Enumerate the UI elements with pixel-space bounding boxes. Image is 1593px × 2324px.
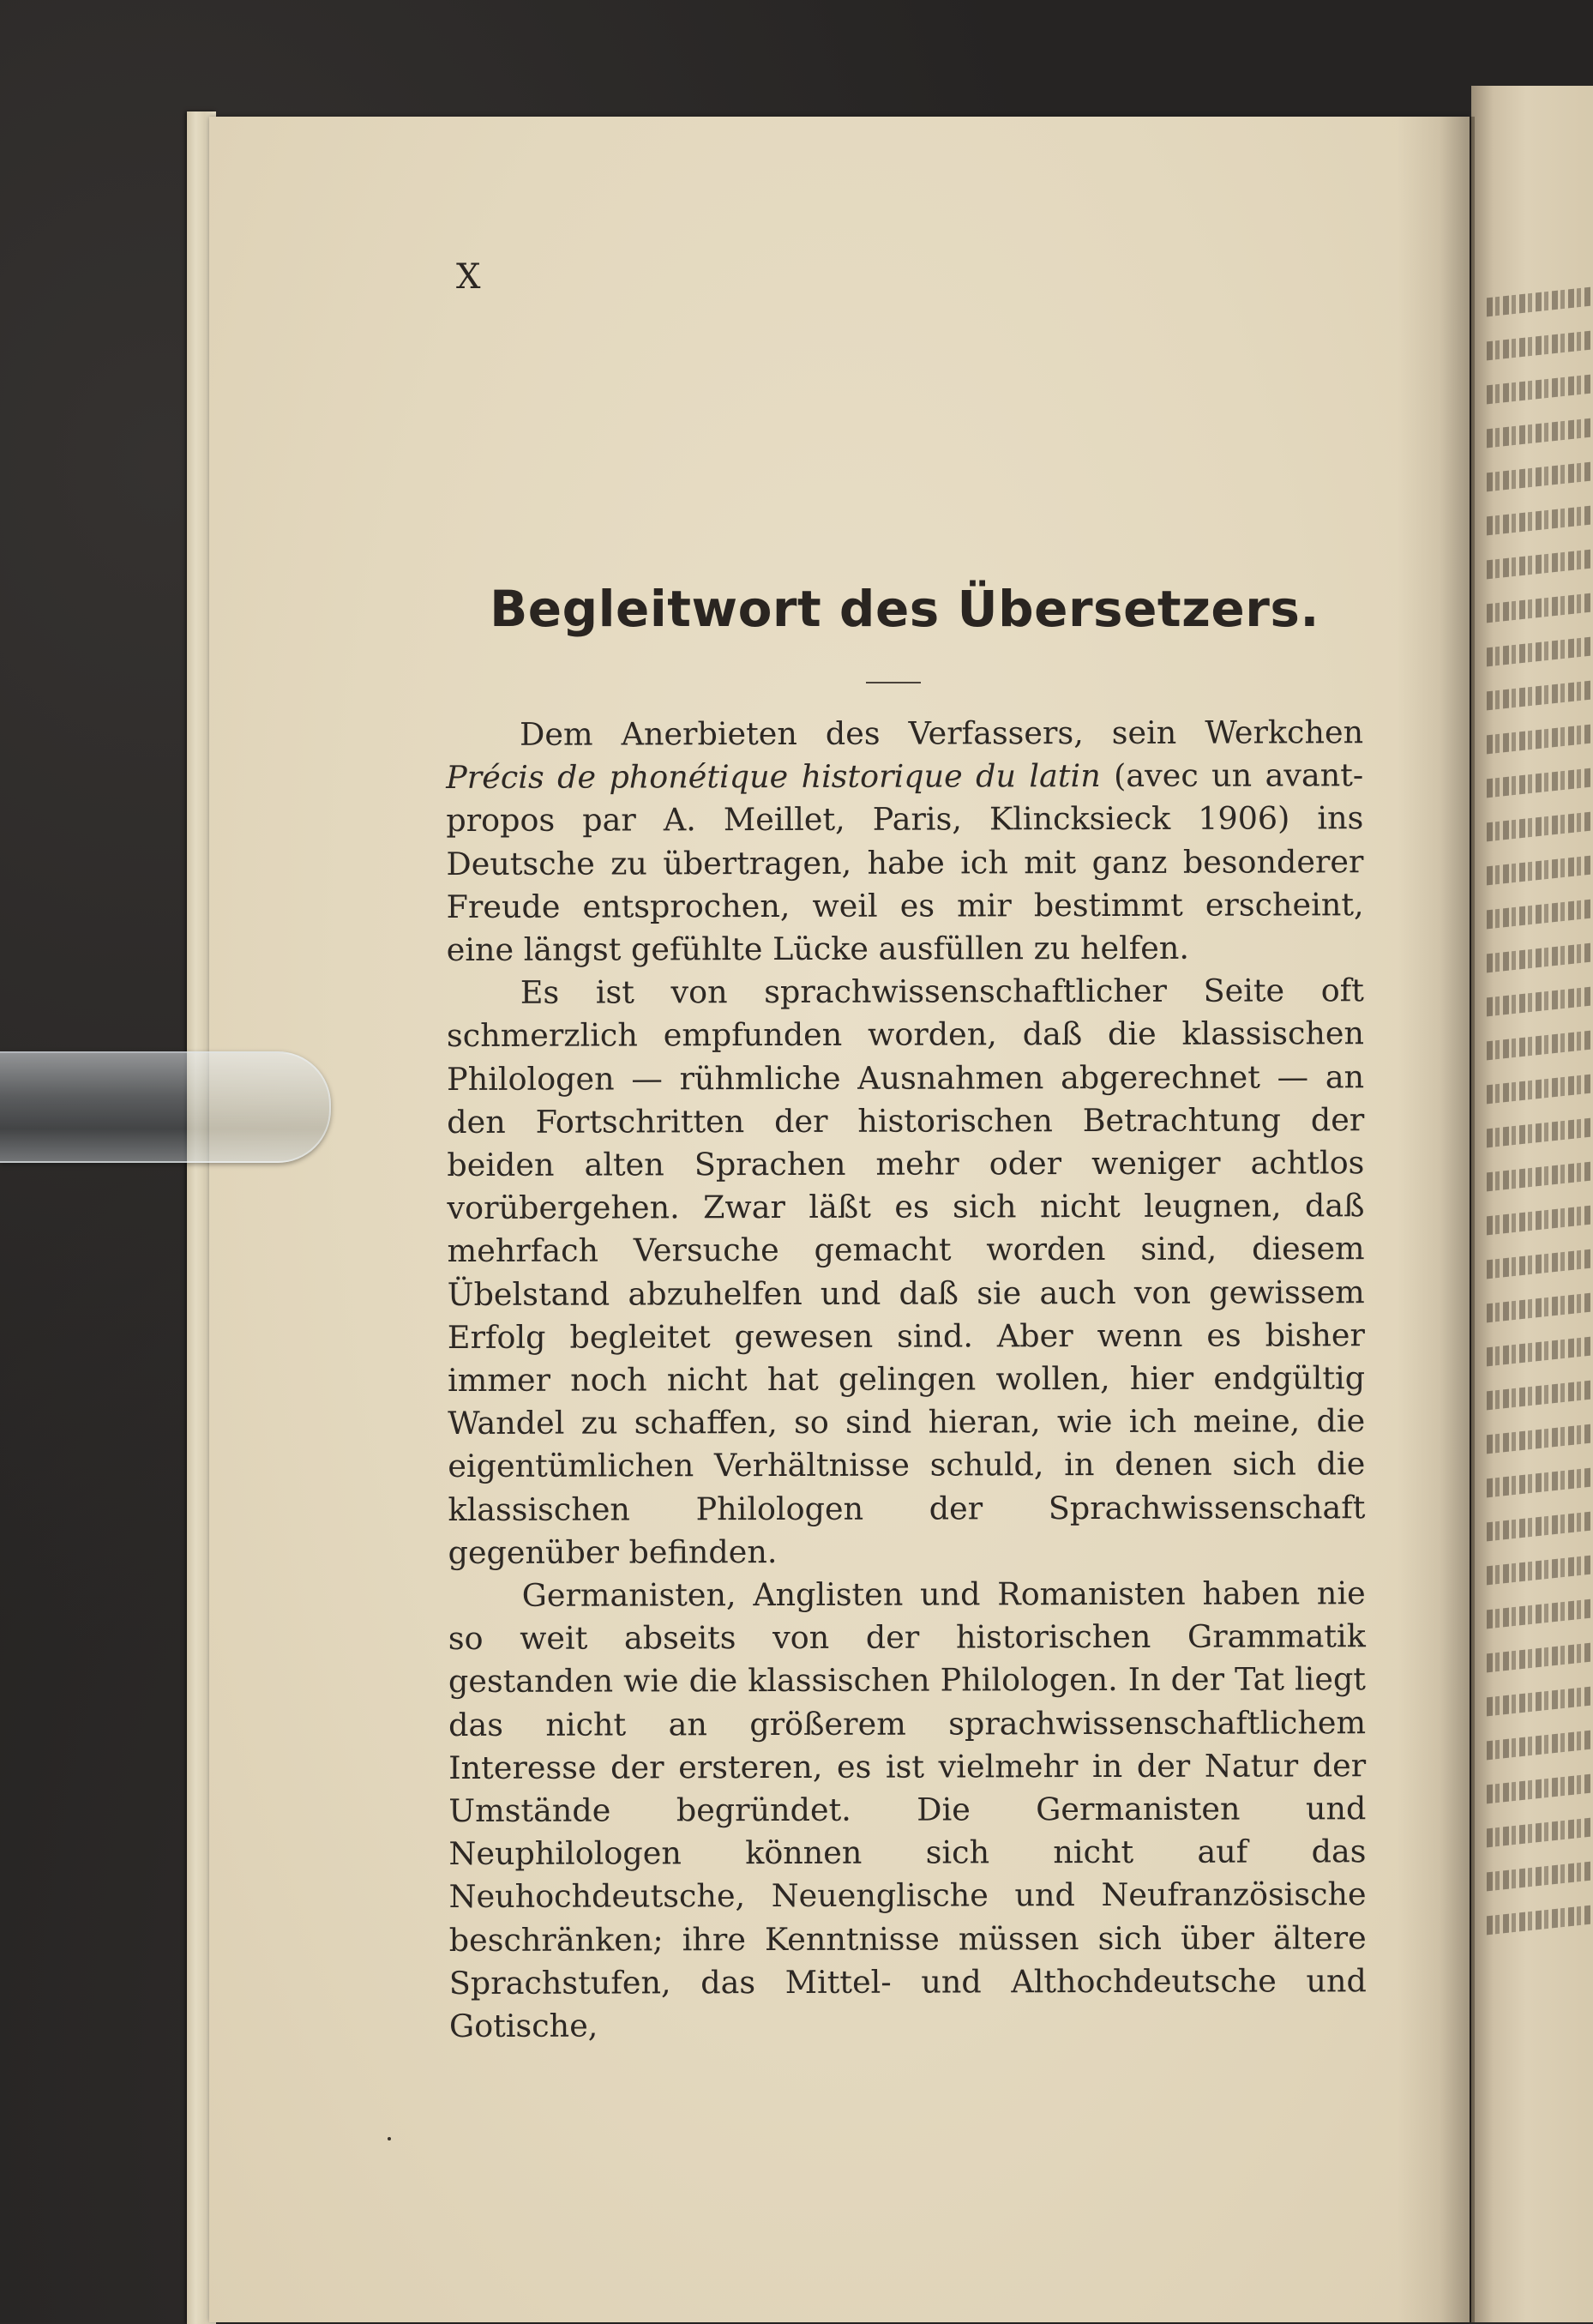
- chapter-title: Begleitwort des Übersetzers.: [490, 580, 1319, 638]
- paragraph-1: [446, 711, 1364, 972]
- paragraph-1-text-b: (avec un avant-propos par A. Meillet, Paris, Klincksieck 1906) ins Deutsche zu übertragen, habe ich mit ganz besonderer Freude entsprochen, weil es mir bestimmt erscheint, eine längst gefühlte Lücke ausfüllen zu helfen.: [446, 756, 1364, 969]
- paragraph-2: Es ist von sprachwissenschaftlicher Seite oft schmerzlich empfunden worden, daß die klassischen Philologen — rühmliche Ausnahmen abgerechnet — an den Fortschritten der historischen Betrachtung der beiden alten Sprachen mehr oder weniger achtlos vorübergehen. Zwar läßt es sich nicht leugnen, daß mehrfach Versuche gemacht worden sind, diesem Übelstand abzuhelfen und daß sie auch von gewissem Erfolg begleitet gewesen sind. Aber wenn es bisher immer noch nicht hat gelingen wollen, hier endgültig Wandel zu schaffen, so sind hieran, wie ich meine, die eigentümlichen Verhältnisse schuld, in denen sich die klassischen Philologen der Sprachwissenschaft gegenüber befinden.: [446, 972, 1366, 1571]
- book-title-italic: Précis de phonétique historique du latin: [446, 757, 1101, 797]
- glass-page-holder: [0, 1051, 331, 1163]
- facing-page-text-lines: [1487, 292, 1593, 1954]
- facing-page: [1471, 86, 1593, 2322]
- body-text: [446, 711, 1367, 2048]
- ink-speck: [388, 2137, 391, 2140]
- page-gutter-shadow: [1398, 117, 1475, 2322]
- paragraph-3: Germanisten, Anglisten und Romanisten haben nie so weit abseits von der historischen Grammatik gestanden wie die klassischen Philologen. In der Tat liegt das nicht an größerem sprachwissenschaftlichem Interesse der ersteren, es ist vielmehr in der Natur der Umstände begründet. Die Germanisten und Neuphilologen können sich nicht auf das Neuhochdeutsche, Neuenglische und Neufranzösische beschränken; ihre Kenntnisse müssen sich über ältere Sprachstufen, das Mittel- und Althochdeutsche und Gotische,: [448, 1574, 1367, 2045]
- title-divider: [866, 682, 921, 683]
- page-number: X: [456, 257, 483, 297]
- paragraph-1-text-a: Dem Anerbieten des Verfassers, sein Werkchen: [520, 713, 1364, 753]
